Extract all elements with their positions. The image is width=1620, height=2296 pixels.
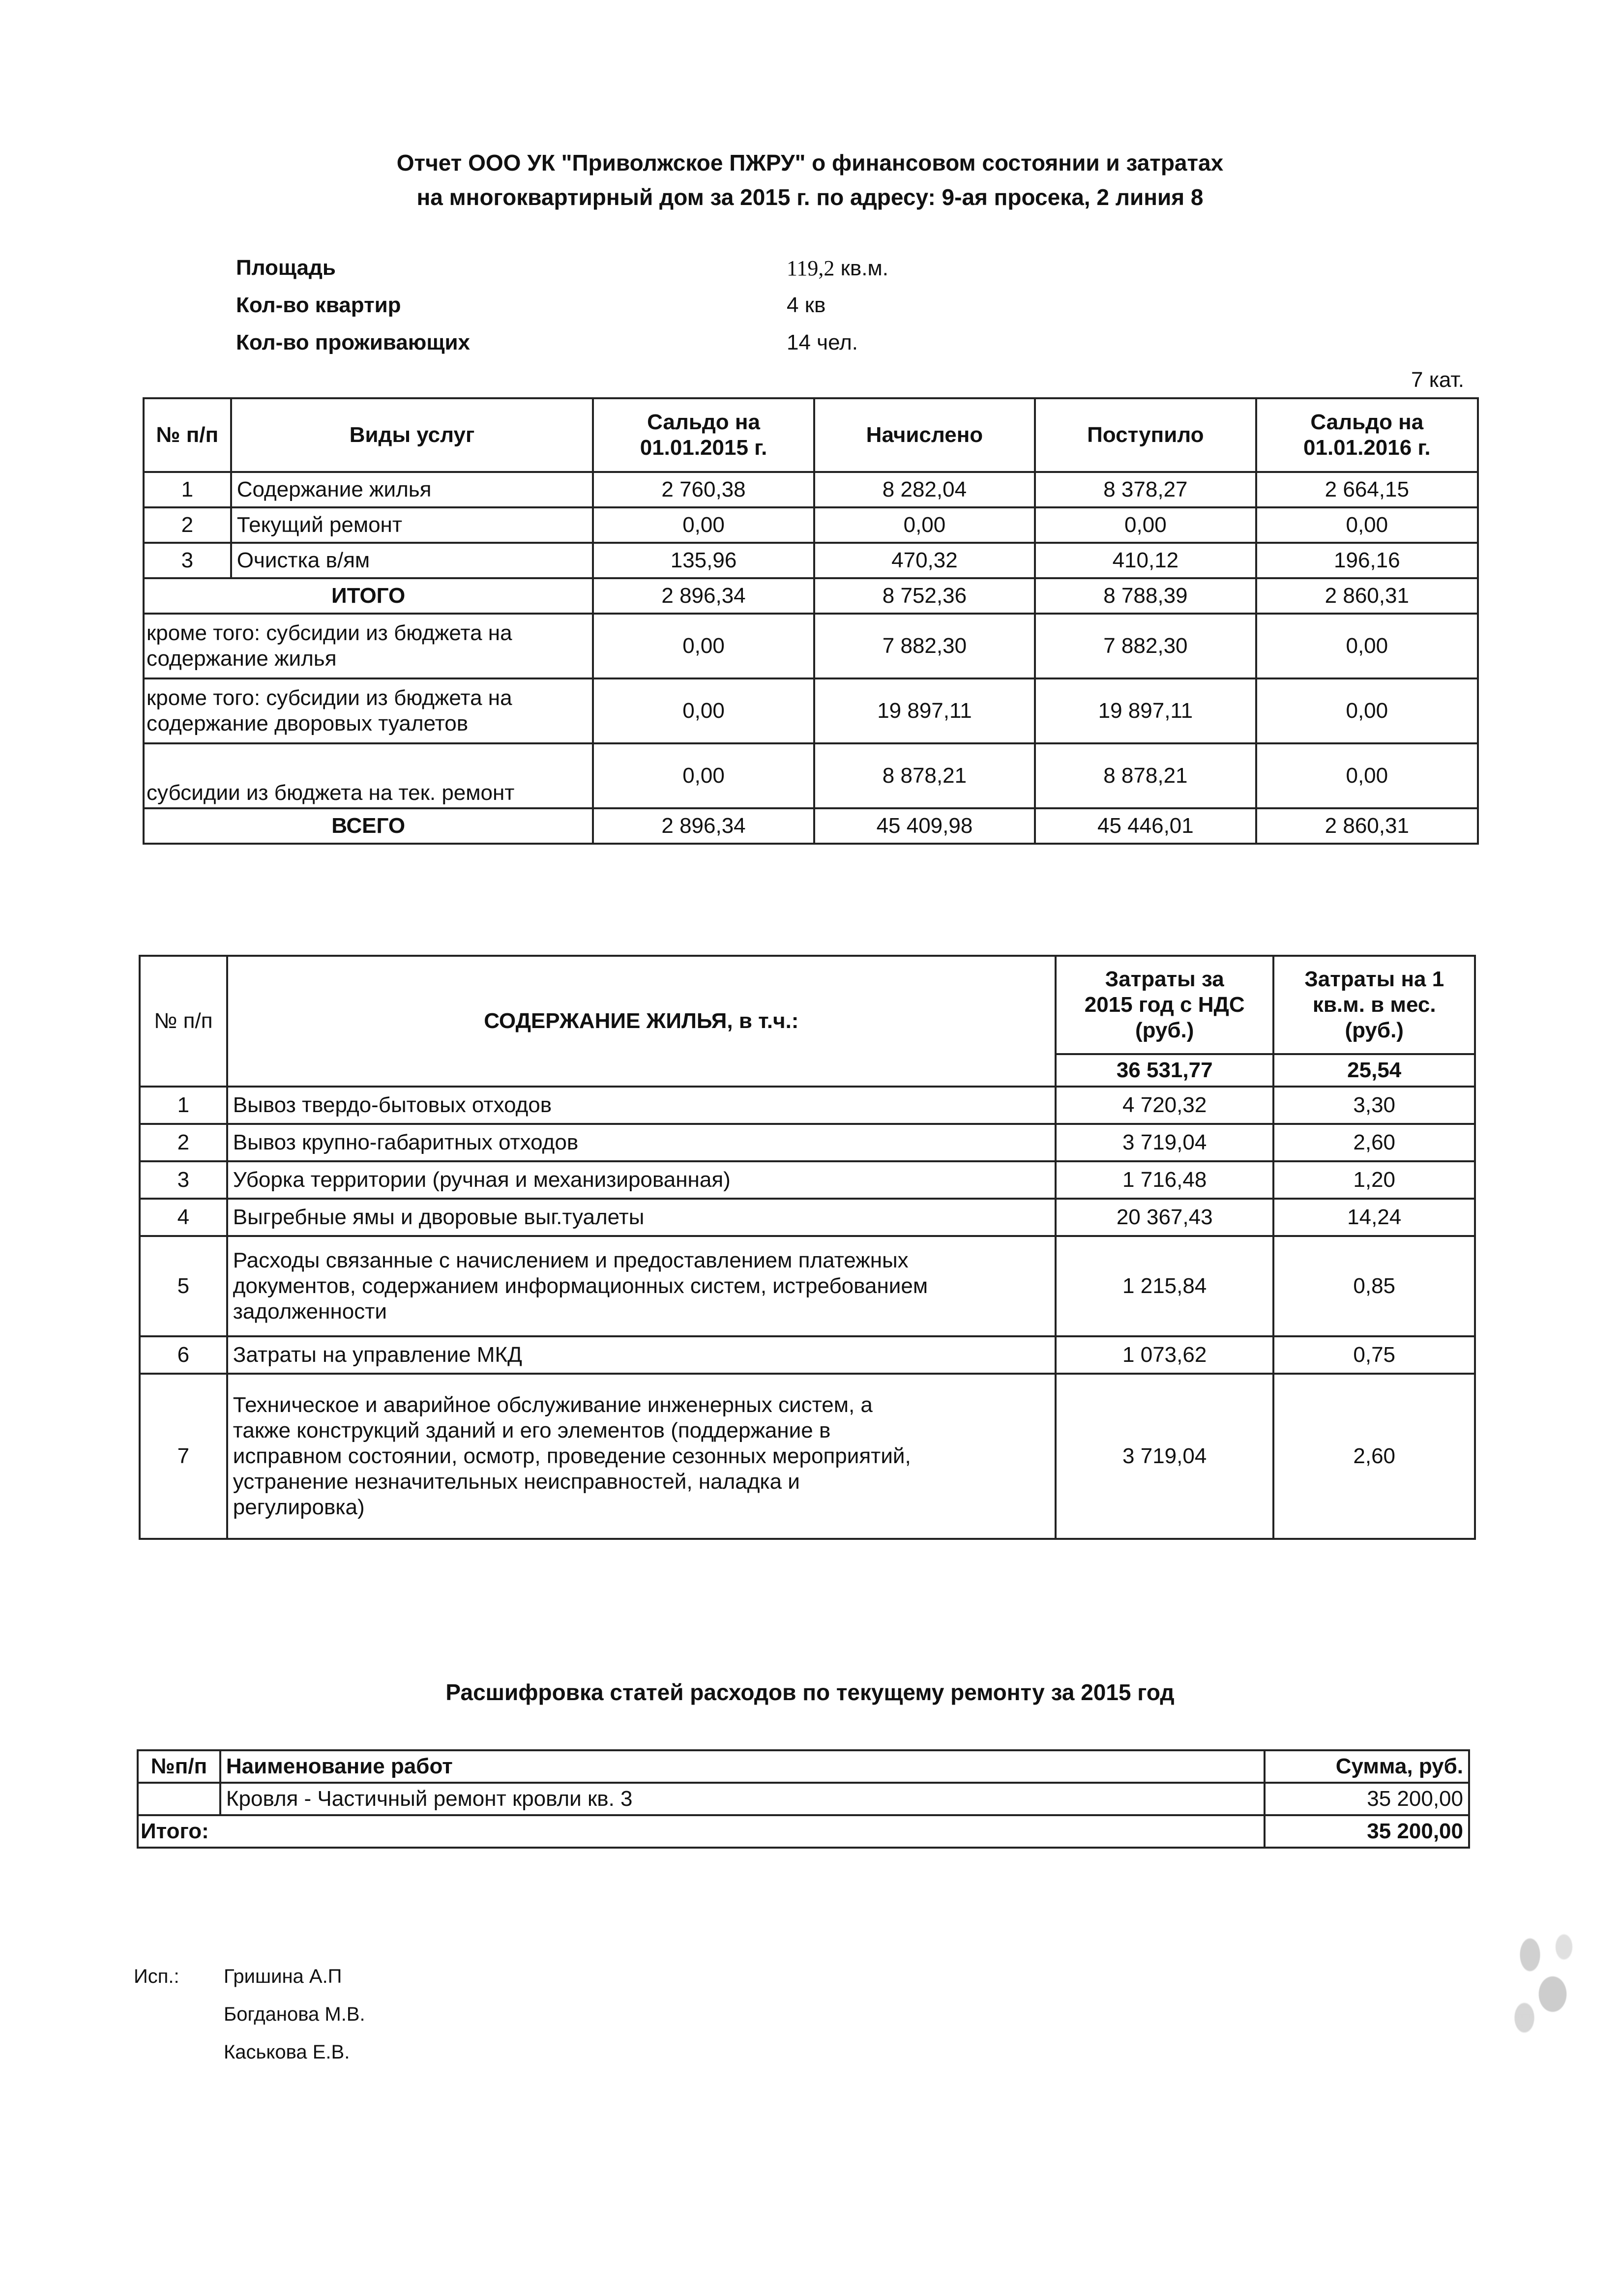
signature-name: Каськова Е.В.	[224, 2041, 350, 2063]
row-num: 2	[140, 1124, 227, 1161]
total-per-m: 25,54	[1273, 1054, 1475, 1087]
row-start: 2 760,38	[593, 472, 814, 507]
header-received: Поступило	[1035, 398, 1256, 472]
total-row	[144, 578, 1478, 614]
subsidy-label: кроме того: субсидии из бюджета на содержание дворовых туалетов	[144, 678, 593, 743]
repairs-table	[137, 1749, 1470, 1849]
area-value: 119,2 кв.м.	[787, 256, 888, 280]
subsidy-end: 0,00	[1256, 743, 1478, 808]
row-name: Кровля - Частичный ремонт кровли кв. 3	[220, 1783, 1265, 1815]
subsidy-start: 0,00	[593, 743, 814, 808]
header-balance-start: Сальдо на 01.01.2015 г.	[593, 398, 814, 472]
header-per-m: Затраты на 1 кв.м. в мес. (руб.)	[1273, 956, 1475, 1054]
row-num: 2	[144, 507, 231, 543]
table-row	[140, 1374, 1475, 1539]
subsidy-received: 7 882,30	[1035, 614, 1256, 678]
row-num: 4	[140, 1199, 227, 1236]
subsidy-row	[144, 678, 1478, 743]
row-charged: 0,00	[814, 507, 1035, 543]
repairs-table-header	[138, 1750, 1469, 1783]
subsidy-charged: 7 882,30	[814, 614, 1035, 678]
header-num: №п/п	[138, 1750, 220, 1783]
row-cost: 3 719,04	[1056, 1124, 1273, 1161]
subsidy-row	[144, 614, 1478, 678]
row-cost: 3 719,04	[1056, 1374, 1273, 1539]
total-start: 2 896,34	[593, 578, 814, 614]
subsidy-charged: 8 878,21	[814, 743, 1035, 808]
table-row	[144, 507, 1478, 543]
header-charged: Начислено	[814, 398, 1035, 472]
row-per-m: 0,85	[1273, 1236, 1475, 1336]
row-cost: 1 073,62	[1056, 1336, 1273, 1374]
subsidy-start: 0,00	[593, 678, 814, 743]
report-title-line2: на многоквартирный дом за 2015 г. по адресу: 9-ая просека, 2 линия 8	[416, 184, 1204, 210]
row-num: 7	[140, 1374, 227, 1539]
row-start: 0,00	[593, 507, 814, 543]
row-cost: 1 716,48	[1056, 1161, 1273, 1199]
expenses-table-header	[140, 956, 1475, 1054]
row-name: Расходы связанные с начислением и предоставлением платежных документов, содержанием информационных систем, истребованием задолженности	[227, 1236, 1056, 1336]
category-label: 7 кат.	[1411, 368, 1464, 392]
report-title-line1: Отчет ООО УК "Приволжское ПЖРУ" о финансовом состоянии и затратах	[396, 150, 1224, 176]
repairs-title: Расшифровка статей расходов по текущему ремонту за 2015 год	[445, 1679, 1175, 1705]
grand-total-label: ВСЕГО	[144, 808, 593, 844]
header-name: СОДЕРЖАНИЕ ЖИЛЬЯ, в т.ч.:	[227, 956, 1056, 1087]
row-num: 3	[144, 543, 231, 578]
row-per-m: 2,60	[1273, 1374, 1475, 1539]
table-row	[144, 543, 1478, 578]
repairs-total-sum: 35 200,00	[1265, 1815, 1469, 1848]
row-received: 8 378,27	[1035, 472, 1256, 507]
grand-total-row	[144, 808, 1478, 844]
repairs-total-label: Итого:	[138, 1815, 1265, 1848]
row-per-m: 3,30	[1273, 1087, 1475, 1124]
header-balance-end: Сальдо на 01.01.2016 г.	[1256, 398, 1478, 472]
row-name: Уборка территории (ручная и механизированная)	[227, 1161, 1056, 1199]
header-service: Виды услуг	[231, 398, 593, 472]
grand-total-received: 45 446,01	[1035, 808, 1256, 844]
row-end: 2 664,15	[1256, 472, 1478, 507]
grand-total-end: 2 860,31	[1256, 808, 1478, 844]
row-num: 1	[140, 1087, 227, 1124]
total-label: ИТОГО	[144, 578, 593, 614]
table-row	[144, 472, 1478, 507]
header-num: № п/п	[140, 956, 227, 1087]
table-row	[140, 1336, 1475, 1374]
signature-name: Гришина А.П	[224, 1966, 342, 1987]
header-name: Наименование работ	[220, 1750, 1265, 1783]
header-num: № п/п	[144, 398, 231, 472]
signatures-label: Исп.:	[134, 1966, 179, 1987]
residents-label: Кол-во проживающих	[236, 330, 470, 354]
table-row	[138, 1783, 1469, 1815]
header-cost: Затраты за 2015 год с НДС (руб.)	[1056, 956, 1273, 1054]
row-num: 5	[140, 1236, 227, 1336]
row-name: Текущий ремонт	[231, 507, 593, 543]
table-row	[140, 1124, 1475, 1161]
row-name: Выгребные ямы и дворовые выг.туалеты	[227, 1199, 1056, 1236]
residents-value: 14 чел.	[787, 330, 858, 354]
total-charged: 8 752,36	[814, 578, 1035, 614]
row-cost: 1 215,84	[1056, 1236, 1273, 1336]
row-num	[138, 1783, 220, 1815]
table-row	[140, 1161, 1475, 1199]
row-per-m: 2,60	[1273, 1124, 1475, 1161]
row-num: 1	[144, 472, 231, 507]
row-name: Вывоз крупно-габаритных отходов	[227, 1124, 1056, 1161]
table-row	[140, 1236, 1475, 1336]
subsidy-row	[144, 743, 1478, 808]
row-cost: 20 367,43	[1056, 1199, 1273, 1236]
row-name: Затраты на управление МКД	[227, 1336, 1056, 1374]
row-name: Очистка в/ям	[231, 543, 593, 578]
row-received: 0,00	[1035, 507, 1256, 543]
row-per-m: 14,24	[1273, 1199, 1475, 1236]
table-row	[140, 1199, 1475, 1236]
subsidy-received: 8 878,21	[1035, 743, 1256, 808]
subsidy-charged: 19 897,11	[814, 678, 1035, 743]
row-name: Вывоз твердо-бытовых отходов	[227, 1087, 1056, 1124]
row-per-m: 1,20	[1273, 1161, 1475, 1199]
row-name: Техническое и аварийное обслуживание инженерных систем, а также конструкций зданий и его элементов (поддержание в исправном состоянии, осмотр, проведение сезонных мероприятий, устранение незначительных неисправностей, наладка и регулировка)	[227, 1374, 1056, 1539]
row-name: Содержание жилья	[231, 472, 593, 507]
total-end: 2 860,31	[1256, 578, 1478, 614]
row-received: 410,12	[1035, 543, 1256, 578]
table-row	[140, 1087, 1475, 1124]
row-sum: 35 200,00	[1265, 1783, 1469, 1815]
row-num: 3	[140, 1161, 227, 1199]
subsidy-end: 0,00	[1256, 678, 1478, 743]
subsidy-received: 19 897,11	[1035, 678, 1256, 743]
stamp-mark	[1485, 1908, 1598, 2065]
balance-table	[143, 397, 1479, 845]
area-label: Площадь	[236, 256, 336, 280]
row-end: 0,00	[1256, 507, 1478, 543]
row-start: 135,96	[593, 543, 814, 578]
apartments-value: 4 кв	[787, 293, 826, 317]
row-cost: 4 720,32	[1056, 1087, 1273, 1124]
row-num: 6	[140, 1336, 227, 1374]
row-per-m: 0,75	[1273, 1336, 1475, 1374]
total-cost: 36 531,77	[1056, 1054, 1273, 1087]
subsidy-label: кроме того: субсидии из бюджета на содержание жилья	[144, 614, 593, 678]
total-received: 8 788,39	[1035, 578, 1256, 614]
subsidy-start: 0,00	[593, 614, 814, 678]
header-sum: Сумма, руб.	[1265, 1750, 1469, 1783]
signature-name: Богданова М.В.	[224, 2003, 365, 2025]
grand-total-charged: 45 409,98	[814, 808, 1035, 844]
row-charged: 470,32	[814, 543, 1035, 578]
row-charged: 8 282,04	[814, 472, 1035, 507]
repairs-total-row	[138, 1815, 1469, 1848]
balance-table-header	[144, 398, 1478, 472]
apartments-label: Кол-во квартир	[236, 293, 401, 317]
grand-total-start: 2 896,34	[593, 808, 814, 844]
expenses-table	[139, 955, 1476, 1540]
subsidy-label: субсидии из бюджета на тек. ремонт	[144, 743, 593, 808]
subsidy-end: 0,00	[1256, 614, 1478, 678]
row-end: 196,16	[1256, 543, 1478, 578]
